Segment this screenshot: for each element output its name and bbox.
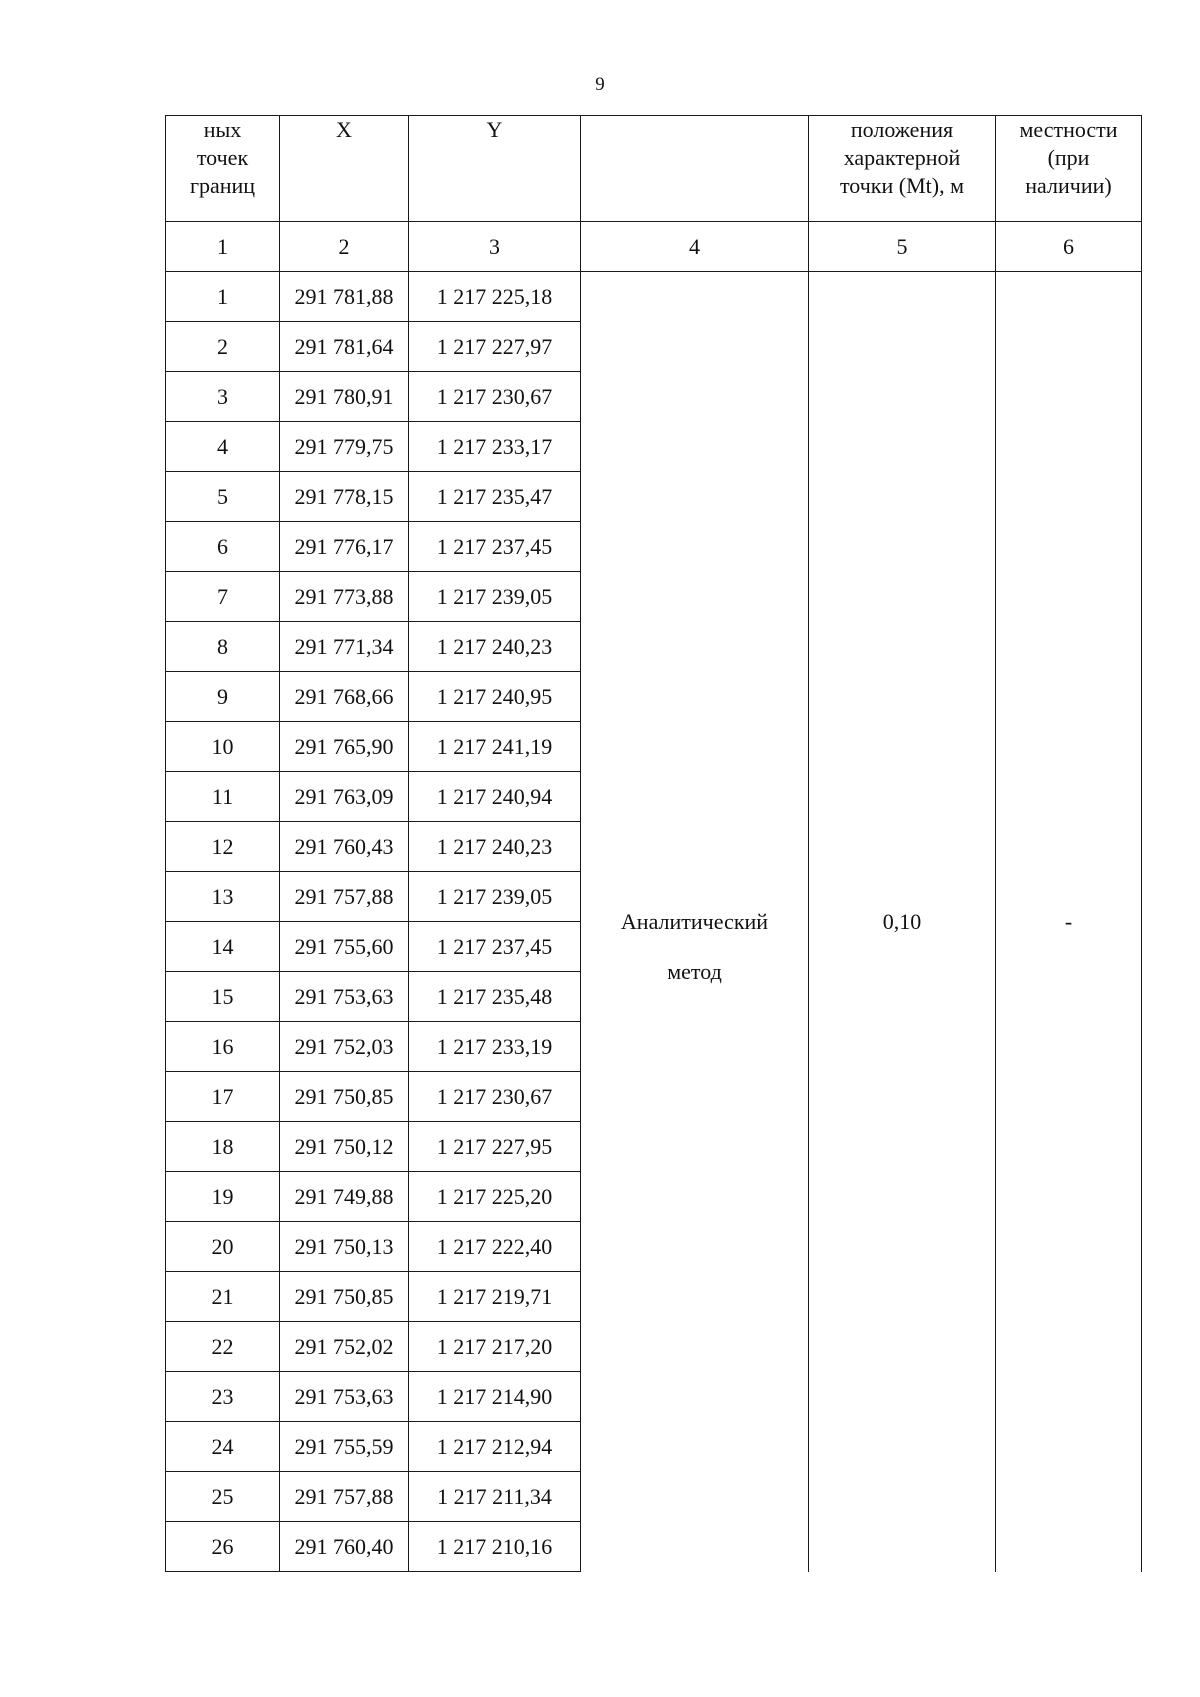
x-coordinate-cell: 291 768,66 <box>280 672 409 722</box>
x-coordinate-cell: 291 750,85 <box>280 1072 409 1122</box>
point-number-cell: 6 <box>166 522 280 572</box>
point-number-cell: 19 <box>166 1172 280 1222</box>
column-number: 4 <box>581 222 809 272</box>
accuracy-cell: 0,10 <box>809 272 996 1572</box>
point-number-cell: 18 <box>166 1122 280 1172</box>
point-number-cell: 24 <box>166 1422 280 1472</box>
header-line: наличии) <box>1025 173 1112 198</box>
y-coordinate-cell: 1 217 214,90 <box>409 1372 581 1422</box>
x-coordinate-cell: 291 760,43 <box>280 822 409 872</box>
y-coordinate-cell: 1 217 240,95 <box>409 672 581 722</box>
header-x: X <box>280 116 409 222</box>
y-coordinate-cell: 1 217 240,94 <box>409 772 581 822</box>
point-number-cell: 14 <box>166 922 280 972</box>
header-description <box>996 116 1142 222</box>
point-number-cell: 7 <box>166 572 280 622</box>
point-number-cell: 20 <box>166 1222 280 1272</box>
header-line: характерной <box>843 145 961 170</box>
header-line: (при <box>1047 145 1090 170</box>
y-coordinate-cell: 1 217 230,67 <box>409 372 581 422</box>
y-coordinate-cell: 1 217 235,48 <box>409 972 581 1022</box>
y-coordinate-cell: 1 217 225,18 <box>409 272 581 322</box>
method-line: Аналитический <box>620 908 769 934</box>
point-number-cell: 26 <box>166 1522 280 1572</box>
point-number-cell: 10 <box>166 722 280 772</box>
x-coordinate-cell: 291 752,02 <box>280 1322 409 1372</box>
header-method <box>581 116 809 222</box>
point-number-cell: 1 <box>166 272 280 322</box>
y-coordinate-cell: 1 217 227,95 <box>409 1122 581 1172</box>
y-coordinate-cell: 1 217 235,47 <box>409 472 581 522</box>
method-line: метод <box>667 958 722 984</box>
x-coordinate-cell: 291 755,60 <box>280 922 409 972</box>
x-coordinate-cell: 291 778,15 <box>280 472 409 522</box>
y-coordinate-cell: 1 217 217,20 <box>409 1322 581 1372</box>
point-number-cell: 9 <box>166 672 280 722</box>
y-coordinate-cell: 1 217 240,23 <box>409 622 581 672</box>
x-coordinate-cell: 291 760,40 <box>280 1522 409 1572</box>
y-coordinate-cell: 1 217 222,40 <box>409 1222 581 1272</box>
y-coordinate-cell: 1 217 212,94 <box>409 1422 581 1472</box>
y-coordinate-cell: 1 217 211,34 <box>409 1472 581 1522</box>
x-coordinate-cell: 291 755,59 <box>280 1422 409 1472</box>
y-coordinate-cell: 1 217 219,71 <box>409 1272 581 1322</box>
x-coordinate-cell: 291 753,63 <box>280 1372 409 1422</box>
point-number-cell: 15 <box>166 972 280 1022</box>
x-coordinate-cell: 291 749,88 <box>280 1172 409 1222</box>
point-number-cell: 16 <box>166 1022 280 1072</box>
y-coordinate-cell: 1 217 230,67 <box>409 1072 581 1122</box>
column-number: 6 <box>996 222 1142 272</box>
x-coordinate-cell: 291 765,90 <box>280 722 409 772</box>
point-number-cell: 11 <box>166 772 280 822</box>
point-number-cell: 2 <box>166 322 280 372</box>
column-number: 2 <box>280 222 409 272</box>
header-y: Y <box>409 116 581 222</box>
header-accuracy <box>809 116 996 222</box>
y-coordinate-cell: 1 217 239,05 <box>409 572 581 622</box>
y-coordinate-cell: 1 217 225,20 <box>409 1172 581 1222</box>
point-number-cell: 25 <box>166 1472 280 1522</box>
header-line: точек <box>196 145 249 170</box>
header-point-number <box>166 116 280 222</box>
x-coordinate-cell: 291 753,63 <box>280 972 409 1022</box>
page-number: 9 <box>595 74 605 95</box>
point-number-cell: 4 <box>166 422 280 472</box>
column-number: 5 <box>809 222 996 272</box>
column-number: 1 <box>166 222 280 272</box>
point-number-cell: 3 <box>166 372 280 422</box>
x-coordinate-cell: 291 771,34 <box>280 622 409 672</box>
x-coordinate-cell: 291 781,88 <box>280 272 409 322</box>
y-coordinate-cell: 1 217 233,17 <box>409 422 581 472</box>
y-coordinate-cell: 1 217 233,19 <box>409 1022 581 1072</box>
point-number-cell: 13 <box>166 872 280 922</box>
header-line: местности <box>1019 117 1118 142</box>
header-line: границ <box>189 173 256 198</box>
y-coordinate-cell: 1 217 227,97 <box>409 322 581 372</box>
x-coordinate-cell: 291 750,85 <box>280 1272 409 1322</box>
x-coordinate-cell: 291 757,88 <box>280 872 409 922</box>
x-coordinate-cell: 291 776,17 <box>280 522 409 572</box>
x-coordinate-cell: 291 750,12 <box>280 1122 409 1172</box>
column-numbers-row <box>166 222 1142 272</box>
point-number-cell: 22 <box>166 1322 280 1372</box>
x-coordinate-cell: 291 750,13 <box>280 1222 409 1272</box>
header-line: положения <box>850 117 954 142</box>
point-number-cell: 8 <box>166 622 280 672</box>
coordinates-table <box>165 115 1142 1572</box>
y-coordinate-cell: 1 217 241,19 <box>409 722 581 772</box>
x-coordinate-cell: 291 752,03 <box>280 1022 409 1072</box>
x-coordinate-cell: 291 763,09 <box>280 772 409 822</box>
point-number-cell: 5 <box>166 472 280 522</box>
point-number-cell: 21 <box>166 1272 280 1322</box>
y-coordinate-cell: 1 217 240,23 <box>409 822 581 872</box>
description-cell: - <box>996 272 1142 1572</box>
point-number-cell: 17 <box>166 1072 280 1122</box>
x-coordinate-cell: 291 757,88 <box>280 1472 409 1522</box>
point-number-cell: 23 <box>166 1372 280 1422</box>
table-header-row <box>166 116 1142 222</box>
y-coordinate-cell: 1 217 237,45 <box>409 522 581 572</box>
x-coordinate-cell: 291 773,88 <box>280 572 409 622</box>
point-number-cell: 12 <box>166 822 280 872</box>
x-coordinate-cell: 291 780,91 <box>280 372 409 422</box>
x-coordinate-cell: 291 779,75 <box>280 422 409 472</box>
column-number: 3 <box>409 222 581 272</box>
y-coordinate-cell: 1 217 210,16 <box>409 1522 581 1572</box>
header-line: ных <box>203 117 242 142</box>
x-coordinate-cell: 291 781,64 <box>280 322 409 372</box>
header-line: точки (Mt), м <box>839 173 965 198</box>
y-coordinate-cell: 1 217 239,05 <box>409 872 581 922</box>
table-row <box>166 272 1142 322</box>
y-coordinate-cell: 1 217 237,45 <box>409 922 581 972</box>
method-cell <box>581 272 809 1572</box>
